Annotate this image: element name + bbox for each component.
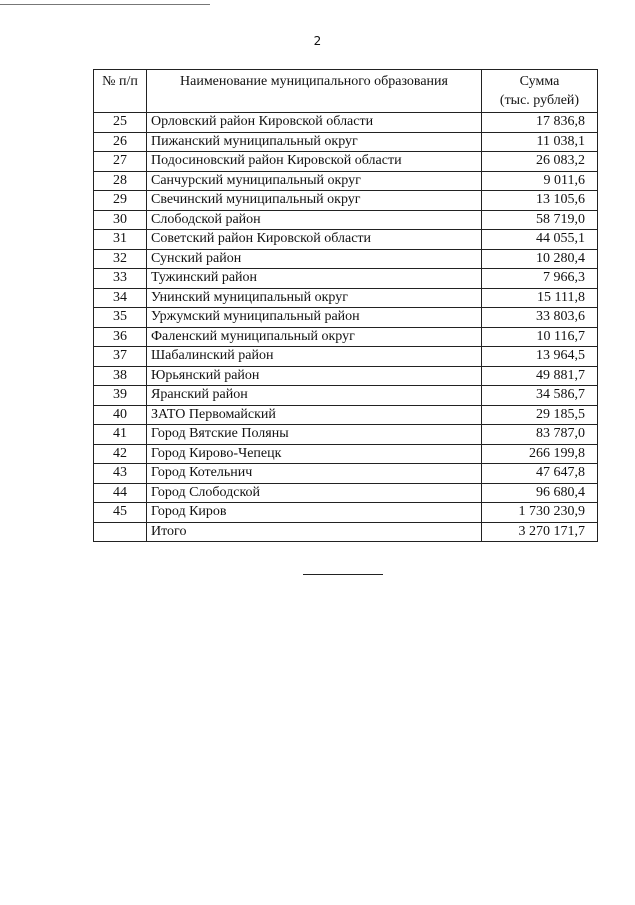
- row-num: 44: [94, 483, 147, 503]
- row-name: Пижанский муниципальный округ: [147, 132, 482, 152]
- row-sum: 13 964,5: [482, 347, 598, 367]
- header-num: № п/п: [94, 70, 147, 113]
- row-name: Санчурский муниципальный округ: [147, 171, 482, 191]
- row-name: Сунский район: [147, 249, 482, 269]
- table-row: [94, 347, 598, 367]
- budget-table: [93, 69, 598, 542]
- table-header-row: [94, 70, 598, 113]
- table-row: [94, 230, 598, 250]
- row-sum: 10 116,7: [482, 327, 598, 347]
- table-row: [94, 113, 598, 133]
- row-num: 26: [94, 132, 147, 152]
- row-sum: 11 038,1: [482, 132, 598, 152]
- table-row: [94, 288, 598, 308]
- row-sum: 49 881,7: [482, 366, 598, 386]
- row-sum: 266 199,8: [482, 444, 598, 464]
- row-num: 28: [94, 171, 147, 191]
- row-num: 31: [94, 230, 147, 250]
- row-name: Город Котельнич: [147, 464, 482, 484]
- table-row: [94, 308, 598, 328]
- row-num: 35: [94, 308, 147, 328]
- total-row: [94, 522, 598, 542]
- page-number: 2: [313, 34, 322, 48]
- table-row: [94, 171, 598, 191]
- row-sum: 1 730 230,9: [482, 503, 598, 523]
- row-sum: 29 185,5: [482, 405, 598, 425]
- table-row: [94, 152, 598, 172]
- table-row: [94, 132, 598, 152]
- row-name: Подосиновский район Кировской области: [147, 152, 482, 172]
- row-name: Свечинский муниципальный округ: [147, 191, 482, 211]
- row-sum: 10 280,4: [482, 249, 598, 269]
- total-sum: 3 270 171,7: [482, 522, 598, 542]
- table-row: [94, 503, 598, 523]
- row-sum: 44 055,1: [482, 230, 598, 250]
- row-num: 45: [94, 503, 147, 523]
- row-name: Слободской район: [147, 210, 482, 230]
- row-num: 36: [94, 327, 147, 347]
- top-divider: [0, 4, 210, 5]
- header-name: Наименование муниципального образования: [147, 70, 482, 113]
- row-num: 43: [94, 464, 147, 484]
- row-name: Фаленский муниципальный округ: [147, 327, 482, 347]
- row-name: Яранский район: [147, 386, 482, 406]
- table-row: [94, 249, 598, 269]
- header-sum-line2: (тыс. рублей): [499, 93, 580, 108]
- row-sum: 9 011,6: [482, 171, 598, 191]
- row-sum: 17 836,8: [482, 113, 598, 133]
- row-name: Советский район Кировской области: [147, 230, 482, 250]
- row-name: Уржумский муниципальный район: [147, 308, 482, 328]
- row-num: 27: [94, 152, 147, 172]
- table-row: [94, 464, 598, 484]
- row-num: 39: [94, 386, 147, 406]
- table-row: [94, 366, 598, 386]
- row-name: Унинский муниципальный округ: [147, 288, 482, 308]
- table-row: [94, 327, 598, 347]
- row-num: 38: [94, 366, 147, 386]
- row-sum: 13 105,6: [482, 191, 598, 211]
- table-row: [94, 191, 598, 211]
- bottom-divider: [303, 574, 383, 575]
- row-name: Юрьянский район: [147, 366, 482, 386]
- row-name: Город Кирово-Чепецк: [147, 444, 482, 464]
- row-name: Тужинский район: [147, 269, 482, 289]
- row-name: ЗАТО Первомайский: [147, 405, 482, 425]
- table-row: [94, 483, 598, 503]
- row-num: 25: [94, 113, 147, 133]
- row-num: 37: [94, 347, 147, 367]
- row-sum: 34 586,7: [482, 386, 598, 406]
- row-num: 41: [94, 425, 147, 445]
- row-sum: 83 787,0: [482, 425, 598, 445]
- total-num-cell: [94, 522, 147, 542]
- row-num: 29: [94, 191, 147, 211]
- row-num: 32: [94, 249, 147, 269]
- row-name: Город Вятские Поляны: [147, 425, 482, 445]
- table-row: [94, 269, 598, 289]
- row-num: 34: [94, 288, 147, 308]
- row-sum: 96 680,4: [482, 483, 598, 503]
- row-sum: 33 803,6: [482, 308, 598, 328]
- row-sum: 15 111,8: [482, 288, 598, 308]
- header-sum-line1: Сумма: [519, 74, 560, 89]
- table-row: [94, 210, 598, 230]
- table-body: [94, 113, 598, 523]
- row-name: Город Киров: [147, 503, 482, 523]
- row-num: 42: [94, 444, 147, 464]
- header-sum: [482, 70, 598, 113]
- table-row: [94, 444, 598, 464]
- row-name: Шабалинский район: [147, 347, 482, 367]
- row-sum: 47 647,8: [482, 464, 598, 484]
- table-row: [94, 425, 598, 445]
- row-name: Орловский район Кировской области: [147, 113, 482, 133]
- row-num: 40: [94, 405, 147, 425]
- row-sum: 7 966,3: [482, 269, 598, 289]
- row-num: 30: [94, 210, 147, 230]
- row-sum: 58 719,0: [482, 210, 598, 230]
- row-name: Город Слободской: [147, 483, 482, 503]
- table-row: [94, 405, 598, 425]
- row-sum: 26 083,2: [482, 152, 598, 172]
- row-num: 33: [94, 269, 147, 289]
- table-row: [94, 386, 598, 406]
- total-label: Итого: [147, 522, 482, 542]
